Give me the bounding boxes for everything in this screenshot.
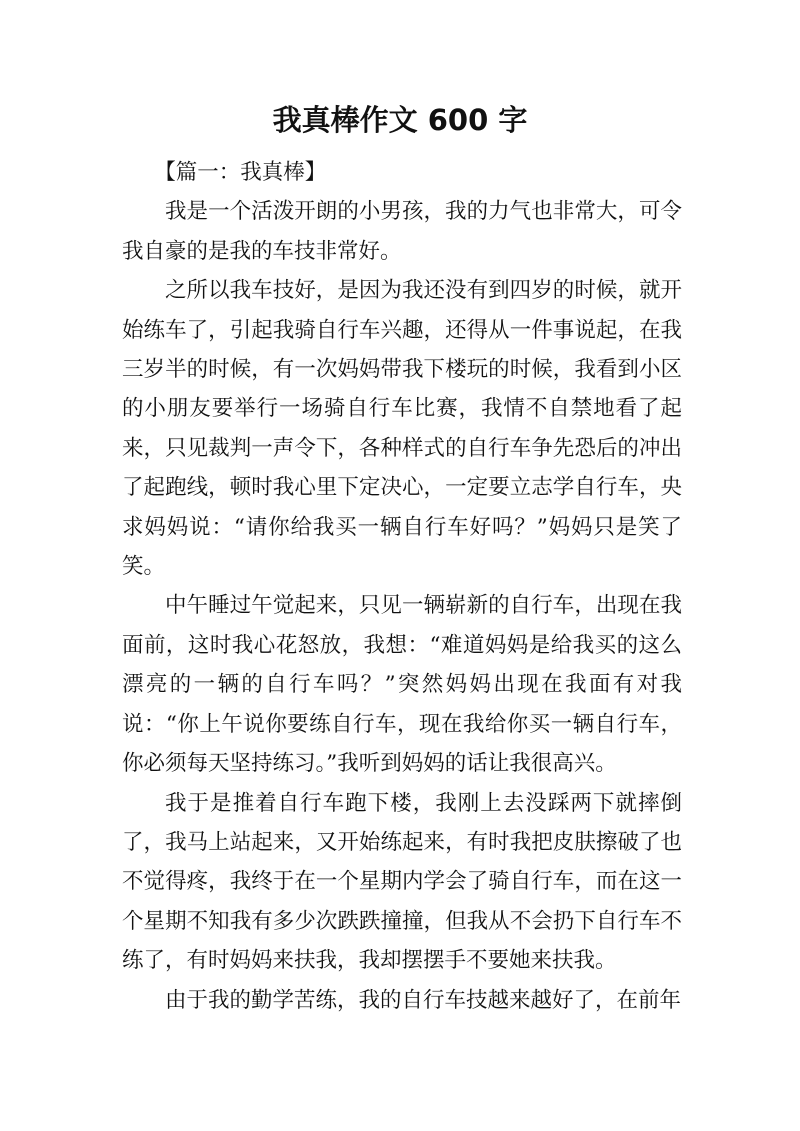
paragraph-3: 中午睡过午觉起来，只见一辆崭新的自行车，出现在我面前，这时我心花怒放，我想：“难道妈妈是给我买的这么漂亮的一辆的自行车吗？”突然妈妈出现在我面有对我说：“你上午说你要练自行车，现在我给你买一辆自行车，你必须每天坚持练习。”我听到妈妈的话让我很高兴。 [122,593,682,777]
paragraph-2: 之所以我车技好，是因为我还没有到四岁的时候，就开始练车了，引起我骑自行车兴趣，还得从一件事说起，在我三岁半的时候，有一次妈妈带我下楼玩的时候，我看到小区的小朋友要举行一场骑自行车比赛，我情不自禁地看了起来，只见裁判一声令下，各种样式的自行车争先恐后的冲出了起跑线，顿时我心里下定决心，一定要立志学自行车，央求妈妈说：“请你给我买一辆自行车好吗？”妈妈只是笑了笑。 [122,278,682,580]
document-title: 我真棒作文 600 字 [272,103,528,137]
paragraph-4: 我于是推着自行车跑下楼，我刚上去没踩两下就摔倒了，我马上站起来，又开始练起来，有时我把皮肤擦破了也不觉得疼，我终于在一个星期内学会了骑自行车，而在这一个星期不知我有多少次跌跌撞撞，但我从不会扔下自行车不练了，有时妈妈来扶我，我却摆摆手不要她来扶我。 [122,790,682,974]
paragraph-5: 由于我的勤学苦练，我的自行车技越来越好了，在前年 [165,987,682,1013]
document-body [122,153,682,1020]
section-heading: 【篇一：我真棒】 [154,160,327,185]
paragraph-1: 我是一个活泼开朗的小男孩，我的力气也非常大，可令我自豪的是我的车技非常好。 [122,199,682,264]
